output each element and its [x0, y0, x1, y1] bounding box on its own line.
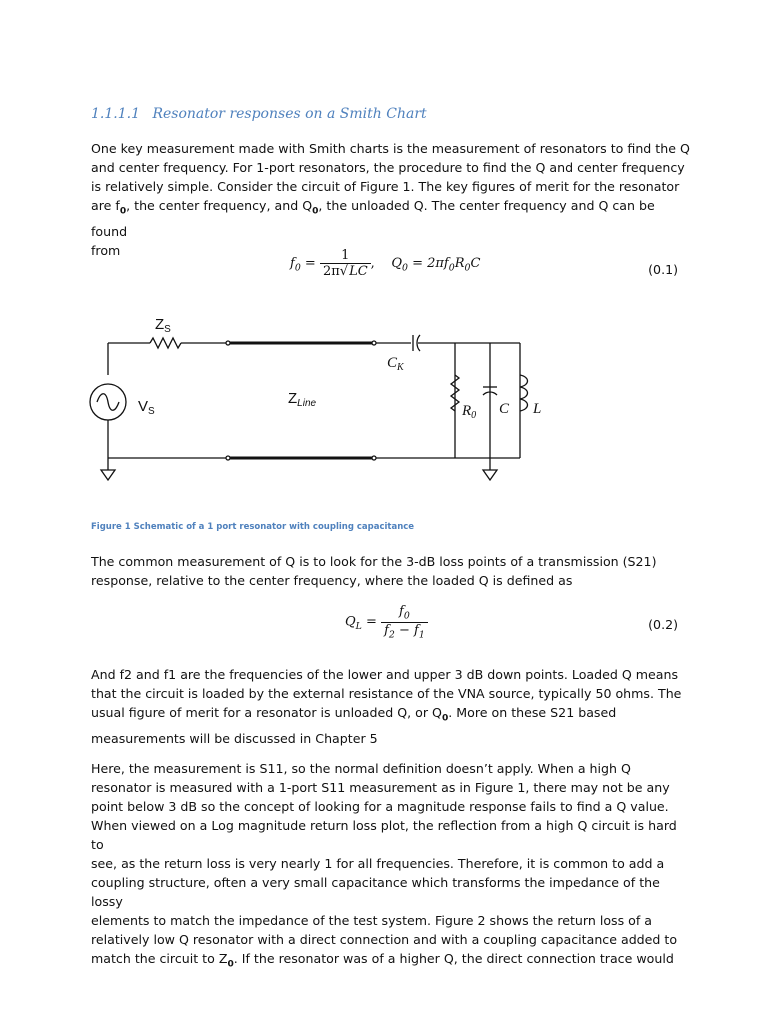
label-l: L	[533, 401, 542, 417]
section-number: 1.1.1.1	[91, 106, 140, 122]
resonator-schematic	[80, 305, 540, 495]
label-c: C	[499, 401, 510, 417]
line-terminal	[372, 341, 376, 345]
label-zline: $Z_{Line}$	[288, 390, 317, 409]
text-line: are $f_0$, the center frequency, and $Q_0$, the unloaded Q. The center frequency and Q can be found	[91, 198, 655, 239]
paragraph-down-points	[91, 665, 691, 748]
text-line: point below 3 dB so the concept of looking for a magnitude response fails to find a Q value.	[91, 799, 669, 814]
text-line: response, relative to the center frequency, where the loaded Q is defined as	[91, 573, 573, 588]
equation-fraction: $\frac{1}{2\pi√LC}$	[320, 248, 371, 279]
text-line: When viewed on a Log magnitude return loss plot, the reflection from a high Q circuit is hard to	[91, 818, 677, 852]
inductor-l	[520, 375, 528, 411]
sine-icon	[97, 394, 119, 411]
ground-icon	[483, 470, 497, 480]
line-terminal	[226, 456, 230, 460]
text-line: usual figure of merit for a resonator is unloaded Q, or $Q_0$. More on these S21 based	[91, 705, 617, 724]
figure-caption: Figure 1 Schematic of a 1 port resonator with coupling capacitance	[91, 522, 415, 532]
label-vs: $V_S$	[138, 398, 155, 417]
paragraph-intro	[91, 139, 691, 260]
section-heading	[91, 106, 427, 122]
equation-0-1: $f_0$ = $\frac{1}{2\pi√LC}$ , $Q_0 = 2\pi f_0R_0C$	[290, 248, 481, 279]
label-ck: $C_K$	[387, 355, 404, 373]
text-line: that the circuit is loaded by the external resistance of the VNA source, typically 50 ohms. The	[91, 686, 682, 701]
source-resistor	[150, 338, 181, 348]
label-zs: $Z_S$	[155, 316, 171, 335]
label-r0: $R_0$	[462, 403, 477, 421]
text-line: Here, the measurement is S11, so the normal definition doesn’t apply. When a high Q	[91, 761, 631, 776]
equation-number: (0.2)	[648, 617, 678, 632]
text-line: elements to match the impedance of the test system. Figure 2 shows the return loss of a	[91, 913, 653, 928]
paragraph-s11	[91, 759, 691, 975]
text-line: coupling structure, often a very small capacitance which transforms the impedance of the lossy	[91, 875, 660, 909]
text-line: And f2 and f1 are the frequencies of the lower and upper 3 dB down points. Loaded Q means	[91, 667, 679, 682]
text-line: is relatively simple. Consider the circuit of Figure 1. The key figures of merit for the resonator	[91, 179, 680, 194]
text-line: and center frequency. For 1-port resonators, the procedure to find the Q and center frequency	[91, 160, 685, 175]
equation-0-2: $Q_L$ = $\frac{f_0}{f_2 - f_1}$	[345, 604, 428, 640]
text-line: The common measurement of Q is to look for the 3-dB loss points of a transmission (S21)	[91, 554, 657, 569]
line-terminal	[226, 341, 230, 345]
text-line: from	[91, 242, 121, 258]
line-terminal	[372, 456, 376, 460]
text-line: One key measurement made with Smith charts is the measurement of resonators to find the Q	[91, 141, 690, 156]
section-title: Resonator responses on a Smith Chart	[152, 106, 427, 122]
text-line: relatively low Q resonator with a direct connection and with a coupling capacitance added to	[91, 932, 678, 947]
equation-number: (0.1)	[648, 262, 678, 277]
text-line: match the circuit to $Z_0$. If the resonator was of a higher Q, the direct connection trace would	[91, 951, 674, 970]
paragraph-loaded-q	[91, 552, 691, 590]
resistor-r0	[451, 375, 459, 411]
text-line: resonator is measured with a 1-port S11 measurement as in Figure 1, there may not be any	[91, 780, 670, 795]
text-line: see, as the return loss is very nearly 1 for all frequencies. Therefore, it is common to add a	[91, 856, 665, 871]
equation-fraction: $\frac{f_0}{f_2 - f_1}$	[381, 604, 428, 640]
text-line: measurements will be discussed in Chapter 5	[91, 730, 378, 746]
ground-icon	[101, 470, 115, 480]
